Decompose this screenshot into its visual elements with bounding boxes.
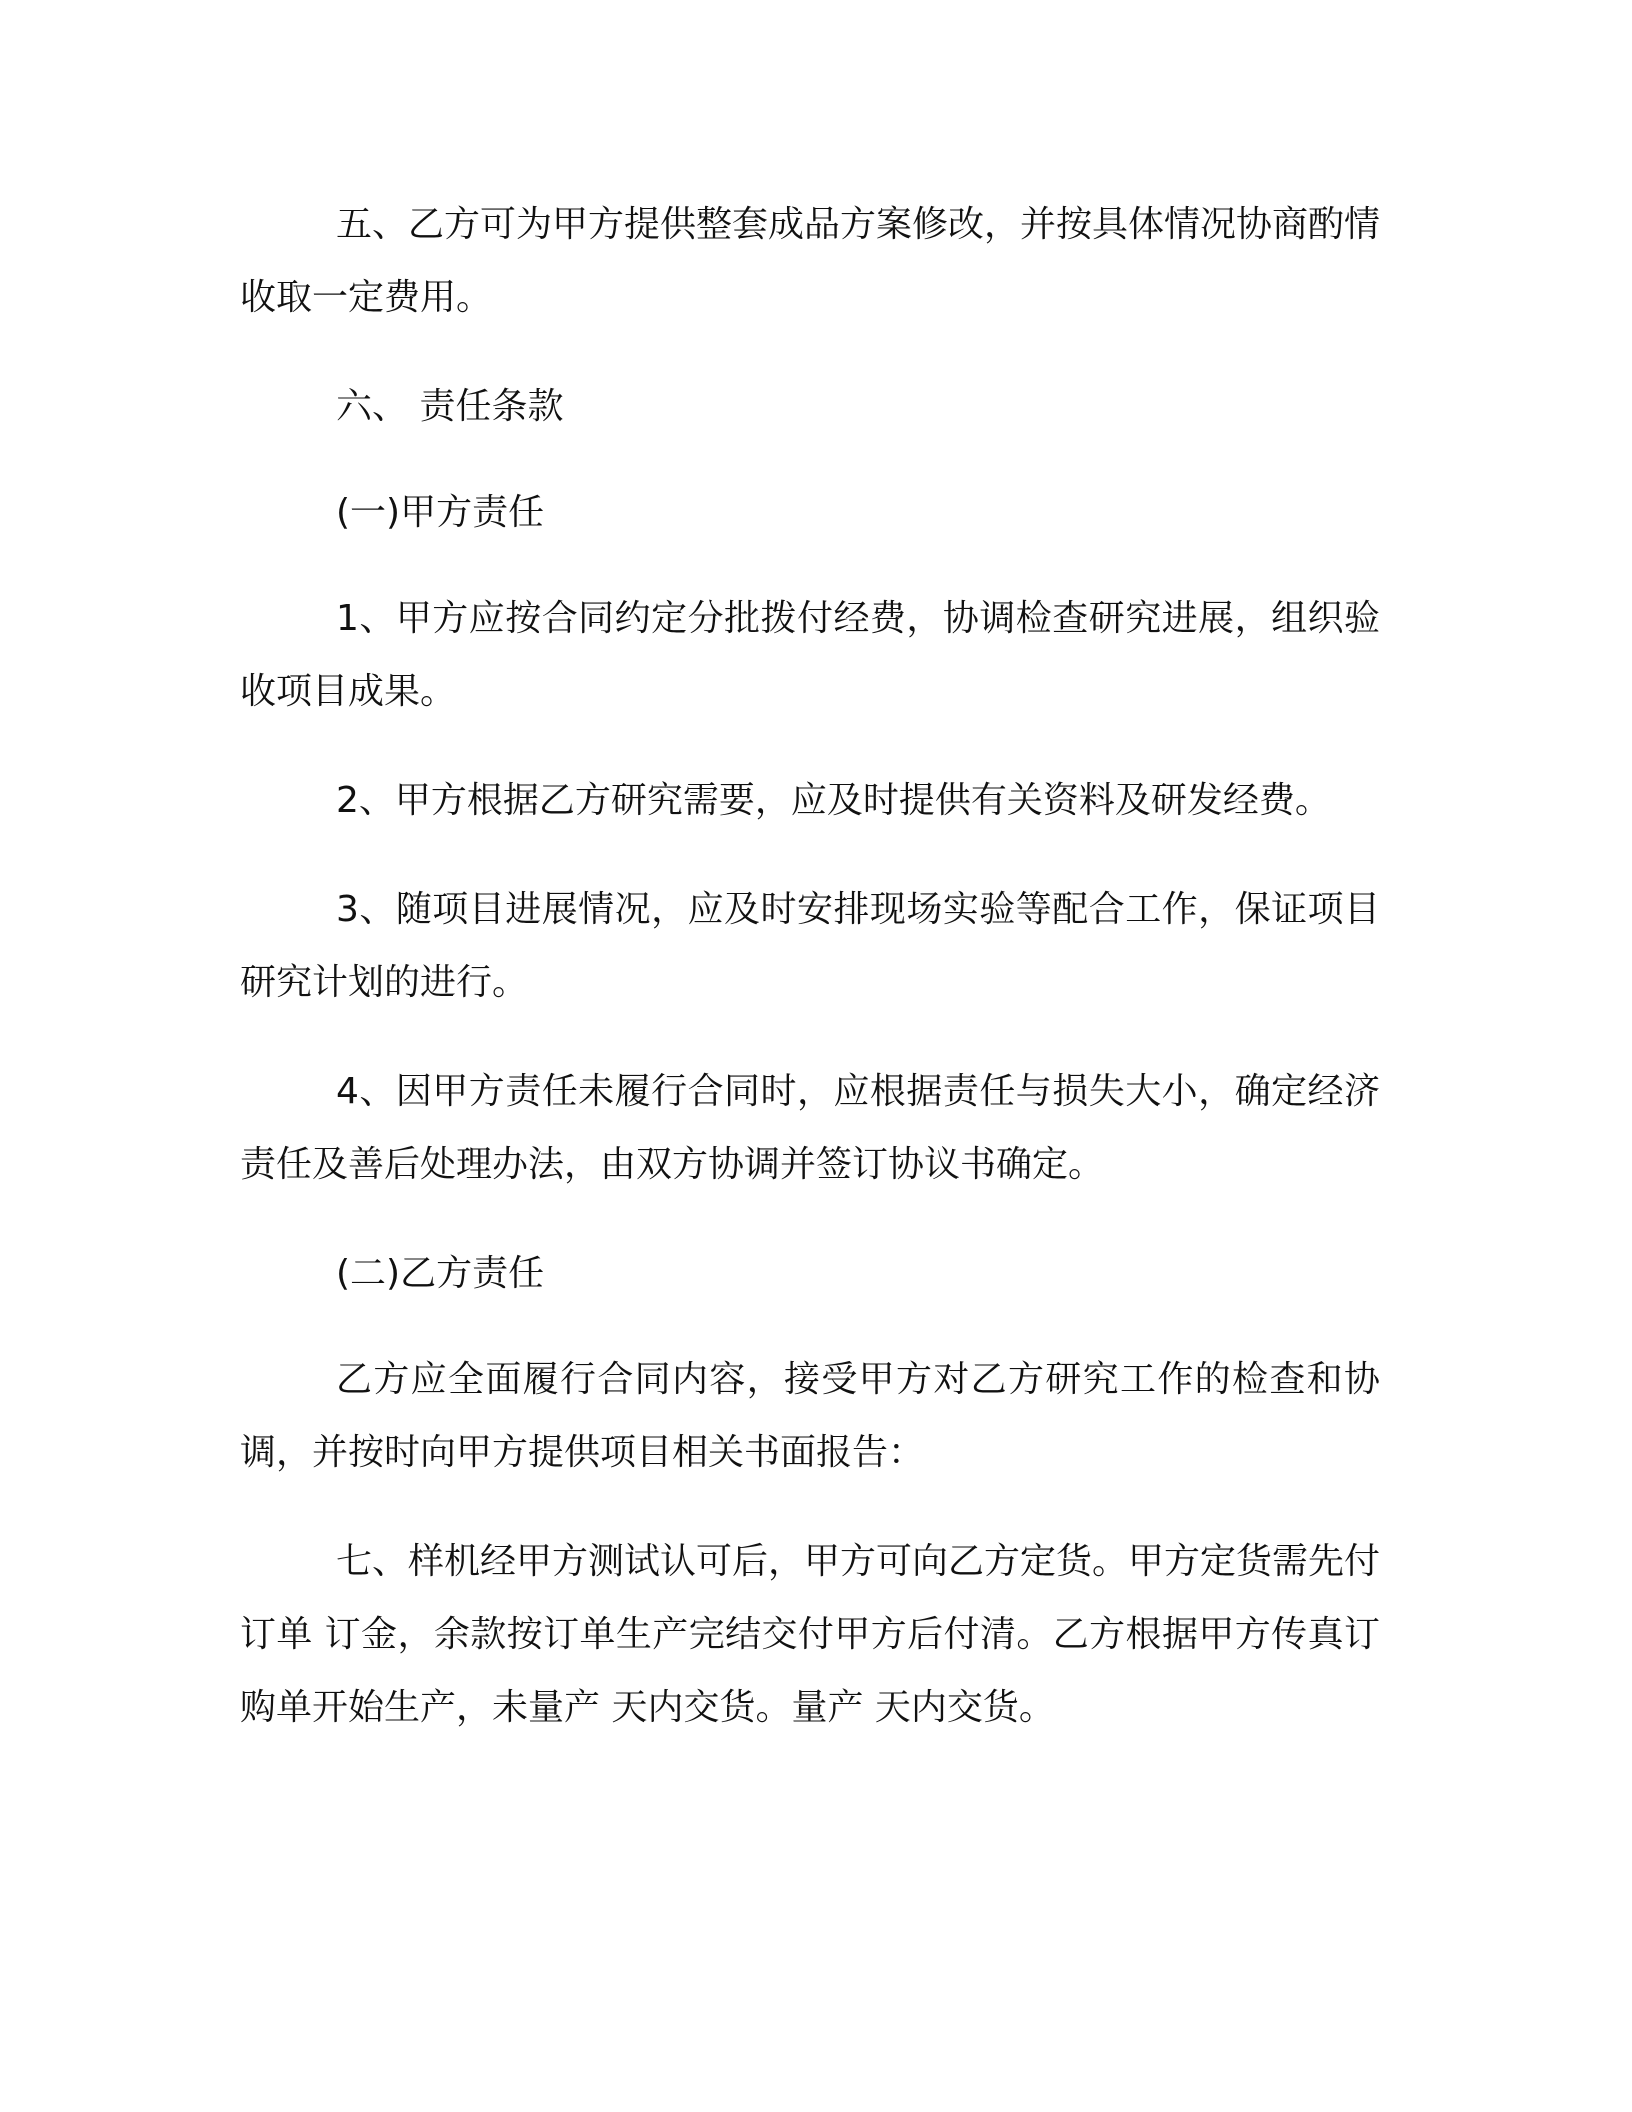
party-b-responsibility-heading: (二)乙方责任 [336, 1253, 545, 1294]
party-a-responsibility-heading: (一)甲方责任 [336, 492, 545, 533]
party-b-paragraph: 乙方应全面履行合同内容，接受甲方对乙方研究工作的检查和协调，并按时向甲方提供项目相关书面报告： [240, 1359, 1380, 1473]
document-body [240, 188, 1380, 1780]
party-a-item-1: 1、甲方应按合同约定分批拨付经费，协调检查研究进展，组织验收项目成果。 [240, 598, 1380, 712]
section-six-heading: 六、 责任条款 [336, 386, 564, 427]
paragraph-seven: 七、样机经甲方测试认可后，甲方可向乙方定货。甲方定货需先付订单 订金，余款按订单生产完结交付甲方后付清。乙方根据甲方传真订购单开始生产，未量产 天内交货。量产 天内交货。 [240, 1541, 1381, 1728]
party-a-item-3: 3、随项目进展情况，应及时安排现场实验等配合工作，保证项目研究计划的进行。 [240, 889, 1380, 1003]
party-a-item-4: 4、因甲方责任未履行合同时，应根据责任与损失大小，确定经济责任及善后处理办法，由双方协调并签订协议书确定。 [240, 1071, 1380, 1185]
party-a-item-2: 2、甲方根据乙方研究需要，应及时提供有关资料及研发经费。 [336, 780, 1331, 821]
paragraph-five: 五、乙方可为甲方提供整套成品方案修改，并按具体情况协商酌情收取一定费用。 [240, 204, 1381, 318]
